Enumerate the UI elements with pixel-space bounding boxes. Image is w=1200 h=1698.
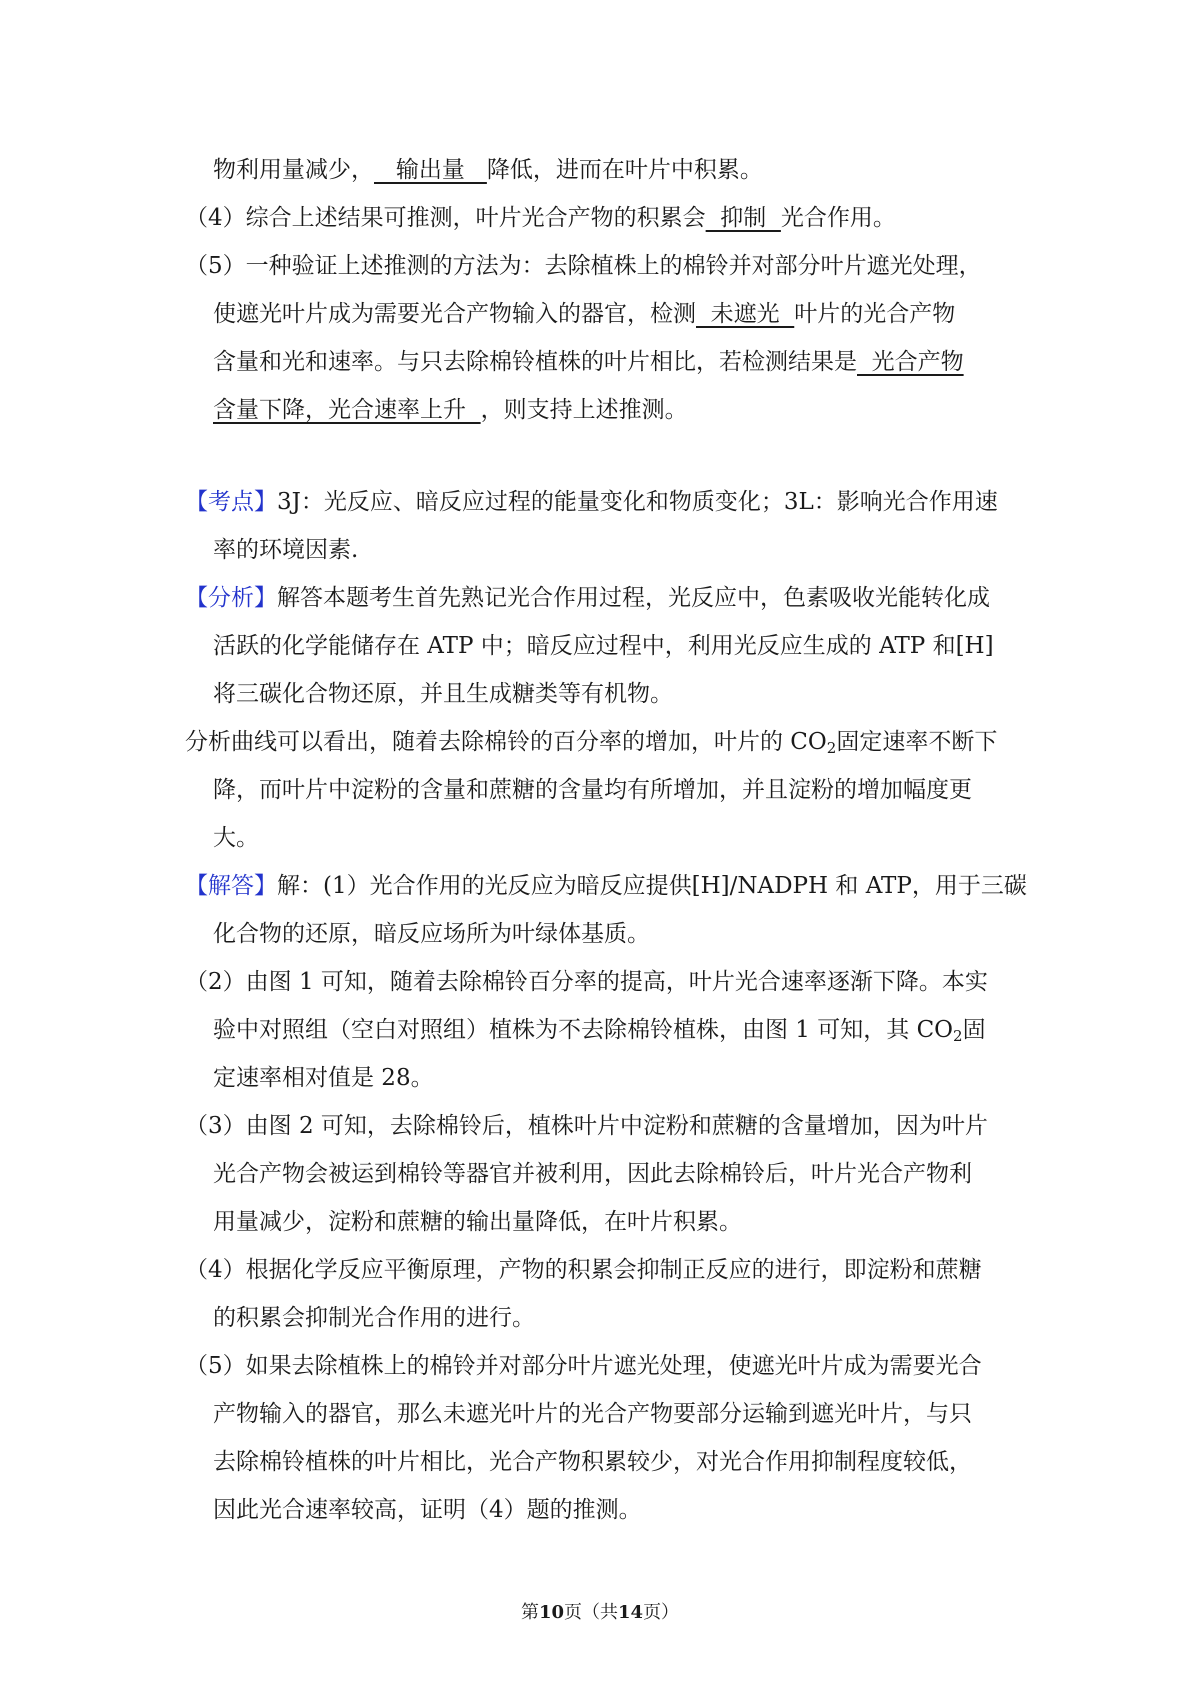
text: 将三碳化合物还原，并且生成糖类等有机物。 — [213, 681, 673, 707]
subscript: 2 — [953, 1027, 963, 1045]
text: 因此光合速率较高，证明（4）题的推测。 — [213, 1497, 642, 1523]
text: 叶片的光合产物 — [794, 301, 956, 327]
jieda-line — [185, 1111, 988, 1141]
jieda-line — [185, 1351, 982, 1381]
page-footer — [0, 1601, 1200, 1625]
text: 率的环境因素. — [213, 537, 359, 563]
text: （2）由图 1 可知，随着去除棉铃百分率的提高，叶片光合速率逐渐下降。本实 — [185, 969, 988, 995]
kaodian-line — [213, 535, 358, 565]
answer-line — [213, 347, 964, 377]
answer-blank: 光合产物 — [857, 349, 964, 375]
section-tag: 【分析】 — [185, 585, 277, 611]
text: ，则支持上述推测。 — [480, 397, 688, 423]
text: （4）综合上述结果可推测，叶片光合产物的积累会 — [185, 205, 706, 231]
text: 3J：光反应、暗反应过程的能量变化和物质变化；3L：影响光合作用速 — [277, 489, 998, 515]
answer-line — [213, 155, 763, 185]
jieda-line — [213, 1015, 986, 1051]
answer-line — [213, 395, 688, 425]
text: 使遮光叶片成为需要光合产物输入的器官，检测 — [213, 301, 696, 327]
jieda-line — [213, 1495, 642, 1525]
answer-blank: 含量下降，光合速率上升 — [213, 397, 481, 423]
section-tag: 【解答】 — [185, 873, 277, 899]
jieda-line — [185, 1255, 982, 1285]
jieda-line — [213, 1399, 972, 1429]
page-total: 14 — [618, 1602, 644, 1623]
text: 光合产物会被运到棉铃等器官并被利用，因此去除棉铃后，叶片光合产物利 — [213, 1161, 972, 1187]
page-number: 10 — [538, 1602, 564, 1623]
text: （5）如果去除植株上的棉铃并对部分叶片遮光处理，使遮光叶片成为需要光合 — [185, 1353, 982, 1379]
text: 解：(1）光合作用的光反应为暗反应提供[H]/NADPH 和 ATP，用于三碳 — [277, 873, 1027, 899]
text: 用量减少，淀粉和蔗糖的输出量降低，在叶片积累。 — [213, 1209, 742, 1235]
footer-text: 页（共 — [564, 1602, 618, 1623]
text: 分析曲线可以看出，随着去除棉铃的百分率的增加，叶片的 CO — [185, 729, 827, 755]
fenxi-line — [213, 775, 972, 805]
text: 物利用量减少， — [213, 157, 374, 183]
fenxi-line — [185, 583, 990, 613]
subscript: 2 — [826, 739, 837, 757]
text: 定速率相对值是 28。 — [213, 1065, 434, 1091]
text: 化合物的还原，暗反应场所为叶绿体基质。 — [213, 921, 650, 947]
jieda-line — [213, 1207, 742, 1237]
text: 去除棉铃植株的叶片相比，光合产物积累较少，对光合作用抑制程度较低， — [213, 1449, 972, 1475]
text: 大。 — [213, 825, 259, 851]
text: 解答本题考生首先熟记光合作用过程，光反应中，色素吸收光能转化成 — [277, 585, 990, 611]
text: 验中对照组（空白对照组）植株为不去除棉铃植株，由图 1 可知，其 CO — [213, 1017, 954, 1043]
fenxi-line — [213, 823, 259, 853]
jieda-line — [213, 919, 650, 949]
text: （5）一种验证上述推测的方法为：去除植株上的棉铃并对部分叶片遮光处理， — [185, 253, 982, 279]
text: 固 — [962, 1017, 986, 1043]
text: 降低，进而在叶片中积累。 — [486, 157, 763, 183]
text: 含量和光和速率。与只去除棉铃植株的叶片相比，若检测结果是 — [213, 349, 857, 375]
jieda-line — [213, 1303, 535, 1333]
text: 固定速率不断下 — [836, 729, 998, 755]
jieda-line — [185, 967, 988, 997]
jieda-line — [185, 871, 1027, 901]
jieda-line — [213, 1063, 434, 1093]
section-tag: 【考点】 — [185, 489, 277, 515]
kaodian-line — [185, 487, 998, 517]
text: 活跃的化学能储存在 ATP 中；暗反应过程中，利用光反应生成的 ATP 和[H] — [213, 633, 994, 659]
text: （4）根据化学反应平衡原理，产物的积累会抑制正反应的进行，即淀粉和蔗糖 — [185, 1257, 982, 1283]
jieda-line — [213, 1447, 972, 1477]
text: 光合作用。 — [780, 205, 896, 231]
text: （3）由图 2 可知，去除棉铃后，植株叶片中淀粉和蔗糖的含量增加，因为叶片 — [185, 1113, 988, 1139]
answer-blank: 抑制 — [705, 205, 781, 231]
fenxi-line — [185, 727, 997, 763]
fenxi-line — [213, 631, 994, 661]
text: 的积累会抑制光合作用的进行。 — [213, 1305, 535, 1331]
fenxi-line — [213, 679, 673, 709]
text: 降，而叶片中淀粉的含量和蔗糖的含量均有所增加，并且淀粉的增加幅度更 — [213, 777, 972, 803]
footer-text: 第 — [520, 1602, 539, 1623]
answer-line — [185, 251, 982, 281]
answer-line — [213, 299, 955, 329]
text: 产物输入的器官，那么未遮光叶片的光合产物要部分运输到遮光叶片，与只 — [213, 1401, 972, 1427]
jieda-line — [213, 1159, 972, 1189]
footer-text: 页） — [643, 1602, 680, 1623]
answer-blank: 未遮光 — [696, 301, 795, 327]
answer-blank: 输出量 — [374, 157, 487, 183]
answer-line — [185, 203, 896, 233]
